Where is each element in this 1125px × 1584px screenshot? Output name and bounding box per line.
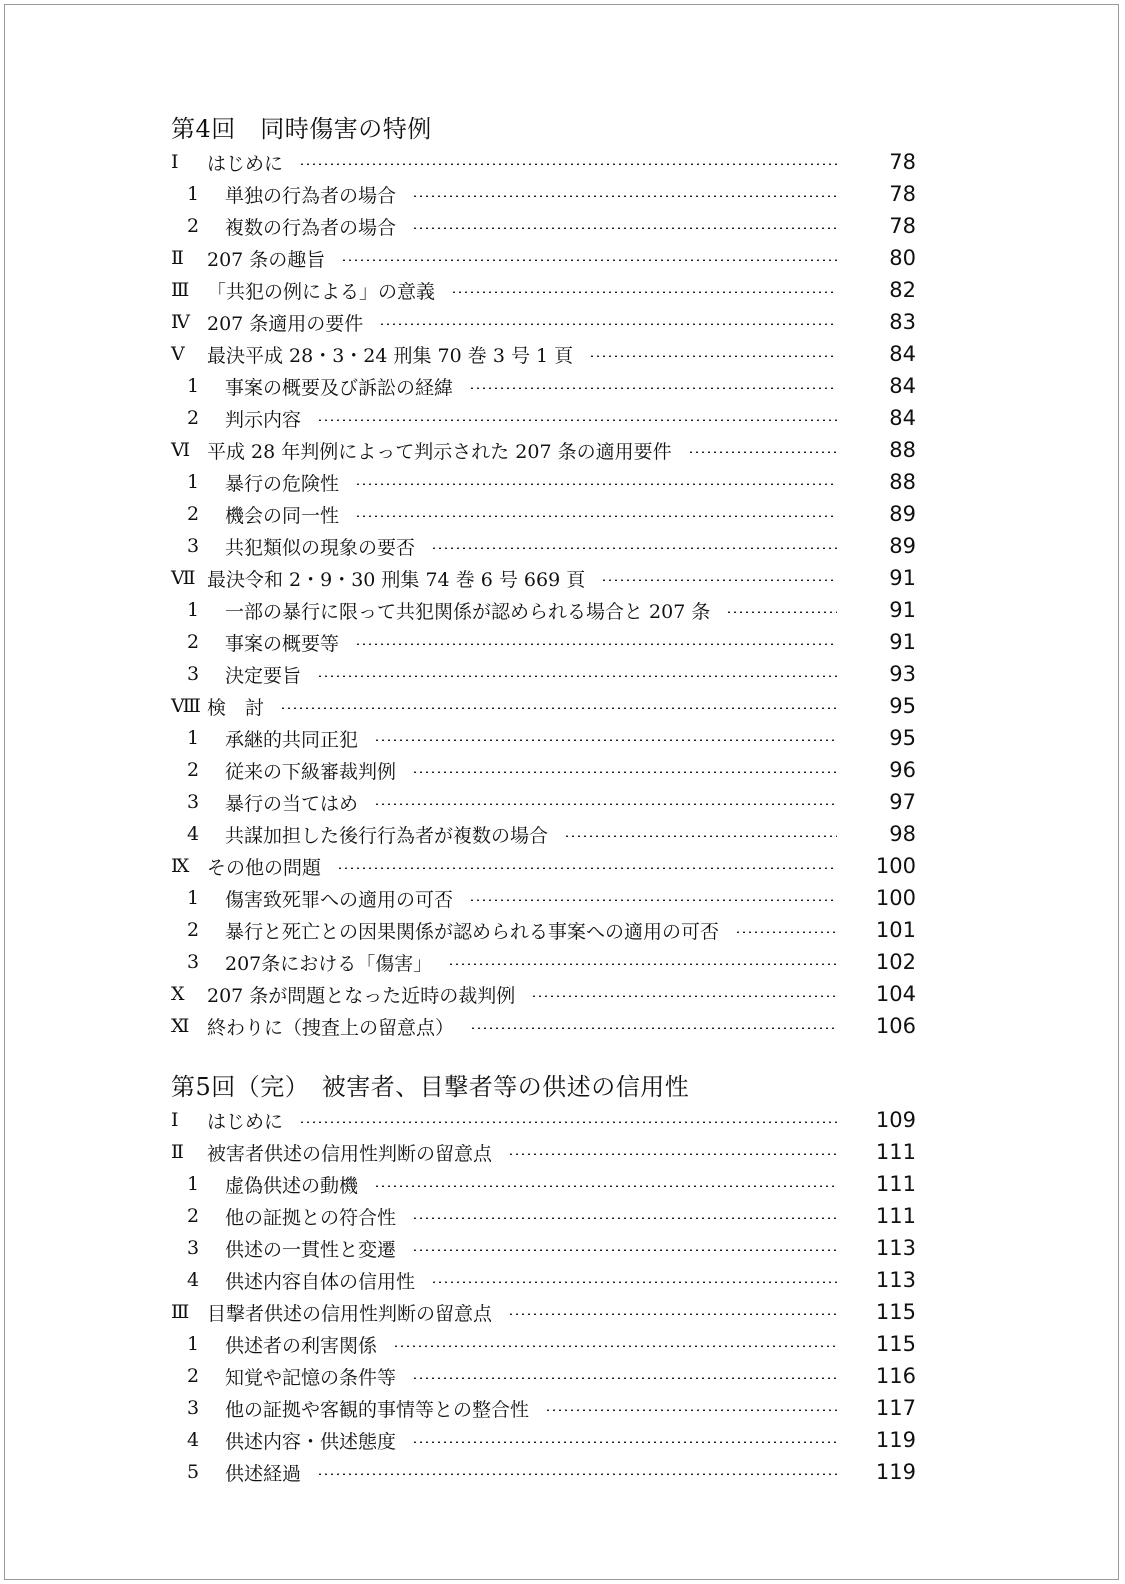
entry-page-number: 98 <box>889 822 916 846</box>
entry-number: 1 <box>187 1333 200 1355</box>
dot-leader <box>317 419 837 421</box>
entry-number: 2 <box>187 1365 200 1387</box>
toc-entry <box>171 1360 916 1392</box>
entry-label: はじめに <box>207 152 284 175</box>
entry-label: 単独の行為者の場合 <box>225 184 397 207</box>
dot-leader <box>355 643 837 645</box>
entry-page-number: 111 <box>875 1172 916 1196</box>
dot-leader <box>412 1377 837 1379</box>
entry-number: 1 <box>187 1173 200 1195</box>
entry-label: 供述経過 <box>225 1462 302 1485</box>
dot-leader <box>688 451 837 453</box>
dot-leader <box>374 739 837 741</box>
entry-label: 供述の一貫性と変遷 <box>225 1238 397 1261</box>
entry-page-number: 102 <box>875 950 916 974</box>
entry-label: 暴行と死亡との因果関係が認められる事案への適用の可否 <box>225 920 720 943</box>
entry-page-number: 111 <box>875 1140 916 1164</box>
entry-label: 共謀加担した後行行為者が複数の場合 <box>225 824 549 847</box>
dot-leader <box>601 579 837 581</box>
toc-entry <box>171 402 916 434</box>
toc-entry <box>171 1232 916 1264</box>
dot-leader <box>508 1153 837 1155</box>
entry-label: 平成 28 年判例によって判示された 207 条の適用要件 <box>207 440 672 463</box>
entry-page-number: 106 <box>875 1014 916 1038</box>
entry-label: 207 条の趣旨 <box>207 248 326 271</box>
entry-number: 3 <box>187 791 200 813</box>
entry-number: 3 <box>187 951 200 973</box>
toc-entry <box>171 434 916 466</box>
dot-leader <box>374 1185 837 1187</box>
entry-number: Ⅶ <box>171 567 196 589</box>
toc-entry <box>171 786 916 818</box>
dot-leader <box>341 259 837 261</box>
entry-label: 検 討 <box>207 696 265 719</box>
toc-entry <box>171 274 916 306</box>
toc-entry <box>171 626 916 658</box>
entry-label: 207 条適用の要件 <box>207 312 364 335</box>
entry-number: Ⅰ <box>171 1109 179 1131</box>
entry-number: Ⅷ <box>171 695 201 717</box>
toc-entry <box>171 594 916 626</box>
entry-number: Ⅱ <box>171 1141 184 1163</box>
dot-leader <box>299 163 837 165</box>
entry-page-number: 89 <box>889 534 916 558</box>
toc-entry <box>171 1168 916 1200</box>
toc-entry <box>171 530 916 562</box>
dot-leader <box>317 1473 837 1475</box>
toc-entry <box>171 882 916 914</box>
entry-number: 2 <box>187 919 200 941</box>
entry-number: 1 <box>187 599 200 621</box>
dot-leader <box>337 867 837 869</box>
dot-leader <box>448 963 837 965</box>
toc-entries <box>171 146 916 1042</box>
entry-page-number: 78 <box>889 150 916 174</box>
entry-page-number: 104 <box>875 982 916 1006</box>
dot-leader <box>299 1121 837 1123</box>
entry-number: 1 <box>187 727 200 749</box>
entry-label: 暴行の当てはめ <box>225 792 359 815</box>
entry-page-number: 117 <box>875 1396 916 1420</box>
entry-label: 承継的共同正犯 <box>225 728 359 751</box>
dot-leader <box>412 195 837 197</box>
entry-label: 判示内容 <box>225 408 302 431</box>
entry-page-number: 95 <box>889 726 916 750</box>
entry-page-number: 100 <box>875 854 916 878</box>
entry-label: 暴行の危険性 <box>225 472 340 495</box>
toc-entry <box>171 562 916 594</box>
entry-page-number: 115 <box>875 1332 916 1356</box>
entry-number: 5 <box>187 1461 200 1483</box>
entry-number: Ⅸ <box>171 855 190 877</box>
entry-page-number: 84 <box>889 374 916 398</box>
dot-leader <box>355 515 837 517</box>
dot-leader <box>726 611 837 613</box>
toc-entry <box>171 1424 916 1456</box>
entry-page-number: 109 <box>875 1108 916 1132</box>
toc-entry <box>171 1456 916 1488</box>
entry-label: 被害者供述の信用性判断の留意点 <box>207 1142 493 1165</box>
entry-label: 知覚や記憶の条件等 <box>225 1366 397 1389</box>
dot-leader <box>589 355 837 357</box>
dot-leader <box>280 707 837 709</box>
toc-entry <box>171 1264 916 1296</box>
toc-entry <box>171 850 916 882</box>
entry-number: 1 <box>187 183 200 205</box>
entry-number: 2 <box>187 503 200 525</box>
dot-leader <box>412 1217 837 1219</box>
dot-leader <box>355 483 837 485</box>
entry-number: 3 <box>187 1237 200 1259</box>
toc-entry <box>171 1200 916 1232</box>
entry-number: 4 <box>187 1269 200 1291</box>
entry-label: 207条における「傷害」 <box>225 952 433 975</box>
entry-page-number: 84 <box>889 406 916 430</box>
dot-leader <box>393 1345 837 1347</box>
entry-page-number: 78 <box>889 214 916 238</box>
entry-page-number: 91 <box>889 566 916 590</box>
toc-entry <box>171 914 916 946</box>
entry-number: 3 <box>187 535 200 557</box>
entry-page-number: 113 <box>875 1236 916 1260</box>
toc-entry <box>171 946 916 978</box>
dot-leader <box>431 547 837 549</box>
entry-number: Ⅳ <box>171 311 190 333</box>
toc-entry <box>171 306 916 338</box>
section-title: 第4回 同時傷害の特例 <box>171 115 432 143</box>
entry-label: 供述内容・供述態度 <box>225 1430 397 1453</box>
entry-number: 2 <box>187 759 200 781</box>
entry-page-number: 116 <box>875 1364 916 1388</box>
entry-label: 事案の概要及び訴訟の経緯 <box>225 376 454 399</box>
dot-leader <box>412 227 837 229</box>
entry-number: 3 <box>187 1397 200 1419</box>
dot-leader <box>531 995 837 997</box>
entry-page-number: 95 <box>889 694 916 718</box>
entry-number: 4 <box>187 1429 200 1451</box>
entry-page-number: 84 <box>889 342 916 366</box>
entry-number: Ⅴ <box>171 343 185 365</box>
entry-label: 決定要旨 <box>225 664 302 687</box>
toc-entry <box>171 1010 916 1042</box>
entry-number: 1 <box>187 375 200 397</box>
entry-label: 目撃者供述の信用性判断の留意点 <box>207 1302 493 1325</box>
dot-leader <box>412 771 837 773</box>
entry-page-number: 115 <box>875 1300 916 1324</box>
entry-label: 他の証拠や客観的事情等との整合性 <box>225 1398 530 1421</box>
entry-page-number: 100 <box>875 886 916 910</box>
dot-leader <box>470 1027 837 1029</box>
entry-number: 1 <box>187 887 200 909</box>
entry-label: 供述者の利害関係 <box>225 1334 378 1357</box>
entry-label: 他の証拠との符合性 <box>225 1206 397 1229</box>
entry-number: 2 <box>187 631 200 653</box>
entry-label: 一部の暴行に限って共犯関係が認められる場合と 207 条 <box>225 600 711 623</box>
toc-entry <box>171 1136 916 1168</box>
dot-leader <box>735 931 837 933</box>
toc-entry <box>171 498 916 530</box>
toc-entry <box>171 722 916 754</box>
toc-entry <box>171 1328 916 1360</box>
entry-label: 共犯類似の現象の要否 <box>225 536 416 559</box>
toc-entry <box>171 466 916 498</box>
toc-entry <box>171 338 916 370</box>
entry-number: 2 <box>187 1205 200 1227</box>
dot-leader <box>317 675 837 677</box>
entry-page-number: 83 <box>889 310 916 334</box>
entry-label: 「共犯の例による」の意義 <box>207 280 436 303</box>
entry-label: 機会の同一性 <box>225 504 340 527</box>
dot-leader <box>545 1409 837 1411</box>
entry-label: 207 条が問題となった近時の裁判例 <box>207 984 516 1007</box>
toc-section-5 <box>171 1070 916 1488</box>
dot-leader <box>508 1313 837 1315</box>
entry-page-number: 93 <box>889 662 916 686</box>
entry-page-number: 88 <box>889 470 916 494</box>
entry-page-number: 78 <box>889 182 916 206</box>
entry-number: Ⅵ <box>171 439 191 461</box>
entry-page-number: 91 <box>889 598 916 622</box>
entry-label: 最決令和 2・9・30 刑集 74 巻 6 号 669 頁 <box>207 568 586 591</box>
entry-label: 最決平成 28・3・24 刑集 70 巻 3 号 1 頁 <box>207 344 574 367</box>
dot-leader <box>564 835 837 837</box>
toc-entry <box>171 370 916 402</box>
entry-number: 1 <box>187 471 200 493</box>
toc-entry <box>171 658 916 690</box>
entry-page-number: 111 <box>875 1204 916 1228</box>
entry-number: 4 <box>187 823 200 845</box>
entry-number: 3 <box>187 663 200 685</box>
toc-entry <box>171 754 916 786</box>
entry-number: Ⅹ <box>171 983 185 1005</box>
entry-page-number: 119 <box>875 1460 916 1484</box>
dot-leader <box>431 1281 837 1283</box>
entry-page-number: 96 <box>889 758 916 782</box>
entry-page-number: 80 <box>889 246 916 270</box>
dot-leader <box>469 899 837 901</box>
entry-page-number: 91 <box>889 630 916 654</box>
entry-number: Ⅺ <box>171 1015 190 1037</box>
entry-number: 2 <box>187 215 200 237</box>
toc-entry <box>171 1392 916 1424</box>
entry-label: 複数の行為者の場合 <box>225 216 397 239</box>
dot-leader <box>379 323 837 325</box>
toc-entry <box>171 818 916 850</box>
entry-label: はじめに <box>207 1110 284 1133</box>
entry-number: Ⅲ <box>171 279 190 301</box>
entry-page-number: 113 <box>875 1268 916 1292</box>
toc-entry <box>171 1296 916 1328</box>
entry-page-number: 89 <box>889 502 916 526</box>
toc-section-4 <box>171 112 916 1042</box>
toc-entries <box>171 1104 916 1488</box>
entry-page-number: 97 <box>889 790 916 814</box>
entry-page-number: 101 <box>875 918 916 942</box>
toc-entry <box>171 210 916 242</box>
entry-number: Ⅰ <box>171 151 179 173</box>
entry-page-number: 88 <box>889 438 916 462</box>
toc-entry <box>171 690 916 722</box>
entry-label: その他の問題 <box>207 856 322 879</box>
entry-label: 傷害致死罪への適用の可否 <box>225 888 454 911</box>
dot-leader <box>412 1249 837 1251</box>
dot-leader <box>451 291 837 293</box>
entry-page-number: 82 <box>889 278 916 302</box>
toc-entry <box>171 242 916 274</box>
entry-number: Ⅲ <box>171 1301 190 1323</box>
dot-leader <box>412 1441 837 1443</box>
entry-label: 従来の下級審裁判例 <box>225 760 397 783</box>
section-title: 第5回（完） 被害者、目撃者等の供述の信用性 <box>171 1073 690 1101</box>
toc-entry <box>171 146 916 178</box>
toc-entry <box>171 178 916 210</box>
entry-label: 終わりに（捜査上の留意点） <box>207 1016 455 1039</box>
toc-page <box>4 4 1119 1580</box>
dot-leader <box>374 803 837 805</box>
toc-entry <box>171 1104 916 1136</box>
entry-label: 事案の概要等 <box>225 632 340 655</box>
entry-page-number: 119 <box>875 1428 916 1452</box>
entry-label: 供述内容自体の信用性 <box>225 1270 416 1293</box>
entry-number: Ⅱ <box>171 247 184 269</box>
dot-leader <box>469 387 837 389</box>
entry-label: 虚偽供述の動機 <box>225 1174 359 1197</box>
toc-entry <box>171 978 916 1010</box>
entry-number: 2 <box>187 407 200 429</box>
